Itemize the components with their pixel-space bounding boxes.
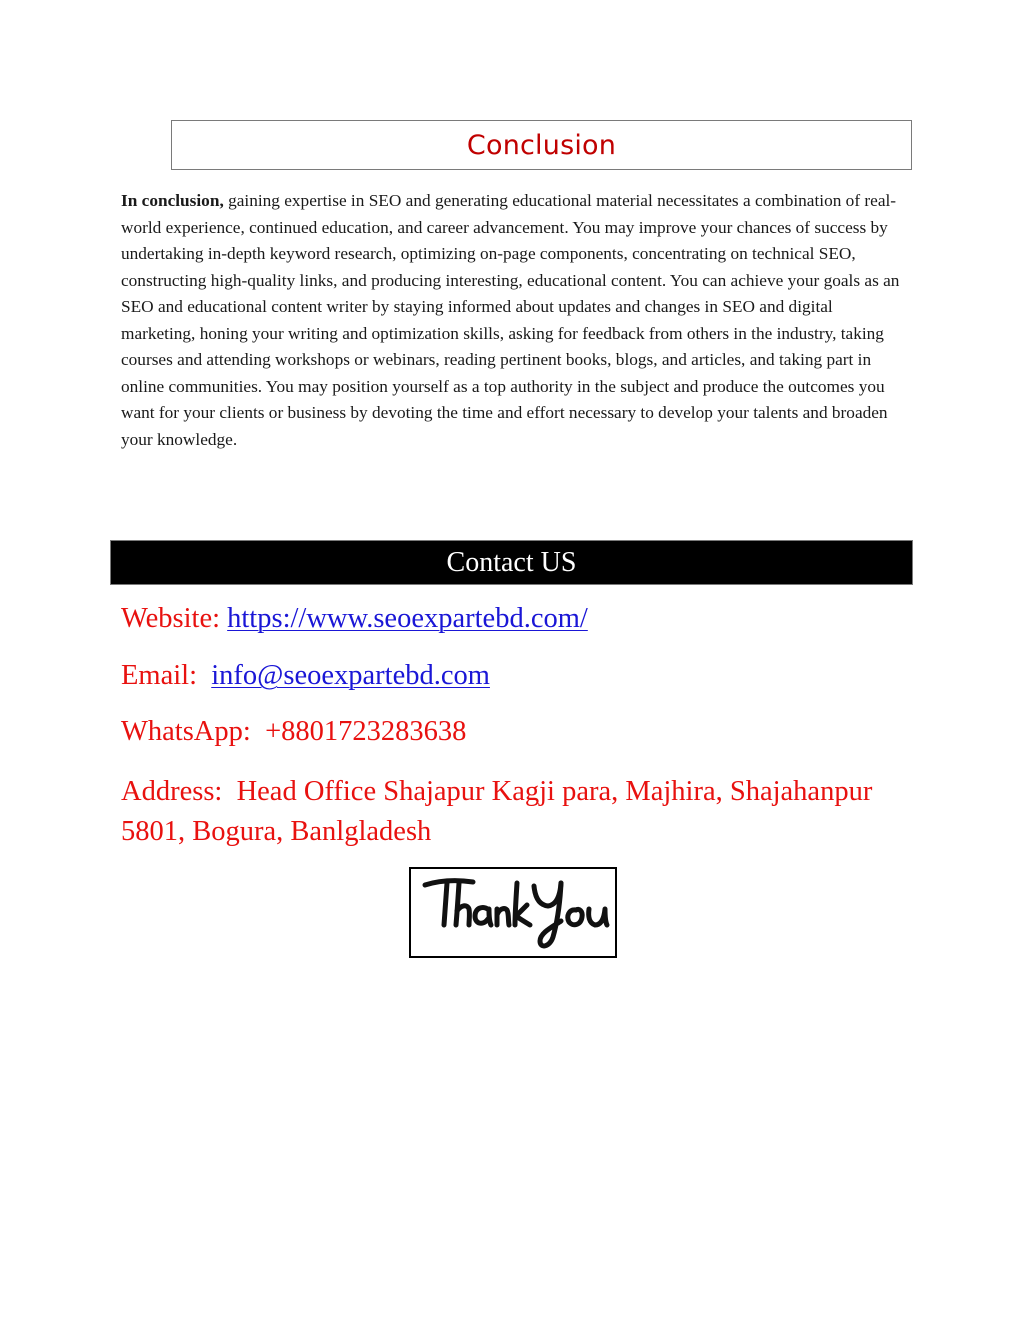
contact-heading-bar [110, 540, 913, 585]
address-value: Head Office Shajapur Kagji para, Majhira, Shajahanpur 5801, Bogura, Banlgladesh [121, 776, 873, 847]
conclusion-heading-box [171, 120, 912, 170]
conclusion-lead: In conclusion, [121, 191, 224, 210]
whatsapp-number: +8801723283638 [265, 716, 467, 747]
email-line [121, 660, 490, 692]
thank-you-script-graphic [411, 869, 615, 956]
conclusion-body-text: gaining expertise in SEO and generating educational material necessitates a combination of real-world experience, continued education, and career advancement. You may improve your chances of success by undertaking in-depth keyword research, optimizing on-page components, concentrating on technical SEO, constructing high-quality links, and producing interesting, educational content. You can achieve your goals as an SEO and educational content writer by staying informed about updates and changes in SEO and digital marketing, honing your writing and optimization skills, asking for feedback from others in the industry, taking courses and attending workshops or webinars, reading pertinent books, blogs, and articles, and taking part in online communities. You may position yourself as a top authority in the subject and produce the outcomes you want for your clients or business by devoting the time and effort necessary to develop your talents and broaden your knowledge. [121, 191, 900, 449]
whatsapp-label: WhatsApp: [121, 716, 266, 747]
thank-you-text: ThankYou [510, 953, 516, 954]
contact-title: Contact US [446, 546, 577, 578]
email-link[interactable]: info@seoexpartebd.com [211, 660, 490, 691]
conclusion-title: Conclusion [466, 129, 617, 161]
conclusion-paragraph [121, 188, 911, 453]
address-label: Address: [121, 776, 237, 807]
website-label: Website: [121, 603, 228, 634]
whatsapp-line [121, 716, 466, 748]
thank-you-image [409, 867, 617, 958]
website-line [121, 603, 588, 635]
email-label: Email: [121, 660, 212, 691]
address-line [121, 772, 881, 852]
website-link[interactable]: https://www.seoexpartebd.com/ [227, 603, 588, 634]
